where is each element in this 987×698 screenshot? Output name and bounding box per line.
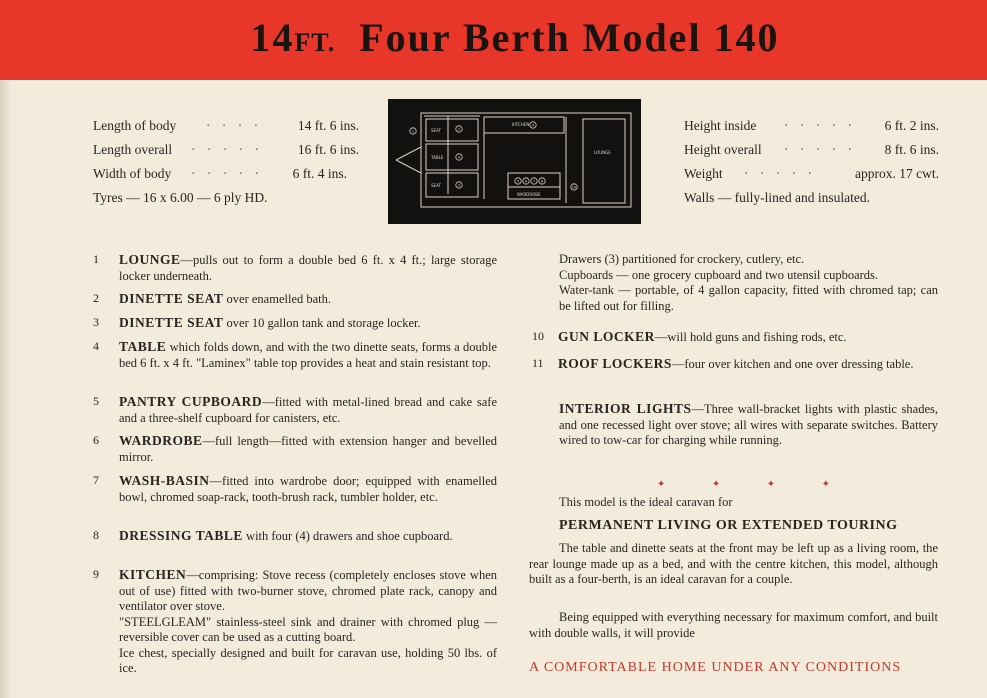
spec-label: Height overall bbox=[684, 142, 762, 157]
plan-num: 6 bbox=[524, 179, 528, 184]
item-heading: WARDROBE bbox=[119, 433, 203, 448]
plan-drawbar bbox=[396, 147, 421, 160]
spec-value: 16 ft. 6 ins. bbox=[297, 142, 359, 157]
kitchen-icechest-text: Ice chest, specially designed and built for caravan use, holding 50 lbs. of ice. bbox=[119, 645, 497, 675]
spec-value: 14 ft. 6 ins. bbox=[297, 118, 359, 133]
title-size: 14 bbox=[250, 15, 295, 60]
closing-tagline: A COMFORTABLE HOME UNDER ANY CONDITIONS bbox=[529, 660, 902, 675]
item-heading: KITCHEN bbox=[119, 567, 187, 582]
item-text: which folds down, and with the two dinette seats, forms a double bed 6 ft. x 4 ft. "Laminex" table top provides a heat and stain resistant top. bbox=[119, 340, 497, 370]
spec-value: approx. 17 cwt. bbox=[855, 166, 939, 181]
spec-label: Tyres — 16 x 6.00 — 6 ply HD. bbox=[93, 190, 268, 205]
plan-label-lounge: LOUNGE bbox=[594, 150, 611, 155]
page-edge bbox=[0, 80, 12, 698]
item-number: 2 bbox=[93, 291, 99, 305]
item-heading: GUN LOCKER bbox=[558, 329, 655, 344]
plan-label-kitchen: KITCHEN bbox=[512, 122, 530, 127]
permanent-heading: PERMANENT LIVING OR EXTENDED TOURING bbox=[559, 518, 898, 533]
specs-right bbox=[684, 118, 939, 214]
item-text: —full length—fitted with extension hanger and bevelled mirror. bbox=[119, 434, 497, 464]
item-text: —fitted with metal-lined bread and cake safe and a three-shelf cupboard for canisters, etc. bbox=[119, 395, 497, 425]
item-text: over 10 gallon tank and storage locker. bbox=[223, 316, 421, 330]
plan-label-wardrobe: WARDROBE bbox=[517, 192, 541, 197]
interior-lights bbox=[559, 401, 938, 449]
plan-label-seat: SEAT bbox=[431, 183, 441, 188]
spec-row bbox=[684, 142, 939, 166]
item-heading: DINETTE SEAT bbox=[119, 291, 224, 306]
item-heading: PANTRY CUPBOARD bbox=[119, 394, 263, 409]
ideal-line: This model is the ideal caravan for bbox=[559, 495, 733, 509]
plan-num: 4 bbox=[457, 155, 461, 160]
spec-label: Width of body bbox=[93, 166, 172, 181]
title-banner bbox=[0, 0, 987, 80]
floor-plan-drawing bbox=[388, 99, 641, 224]
kitchen-drawers-text: Drawers (3) partitioned for crockery, cutlery, etc. bbox=[559, 252, 805, 266]
spec-label: Walls — fully-lined and insulated. bbox=[684, 190, 871, 205]
spec-row bbox=[684, 166, 939, 190]
item-heading: INTERIOR LIGHTS bbox=[559, 401, 692, 416]
kitchen-continued bbox=[559, 252, 938, 314]
item-number: 9 bbox=[93, 567, 99, 581]
item-text: —pulls out to form a double bed 6 ft. x 4 ft.; large storage locker underneath. bbox=[119, 253, 497, 283]
item-number: 5 bbox=[93, 394, 99, 408]
spec-label: Weight bbox=[684, 166, 723, 181]
item-heading: ROOF LOCKERS bbox=[558, 356, 672, 371]
item-text: —comprising: Stove recess (completely encloses stove when out of use) fitted with two-burner stove, chromed plate rack, canopy and ventilator over stove. bbox=[119, 568, 497, 613]
spec-value: 6 ft. 4 ins. bbox=[292, 166, 347, 181]
item-text: —will hold guns and fishing rods, etc. bbox=[654, 330, 847, 344]
item-number: 4 bbox=[93, 339, 99, 353]
item-number: 8 bbox=[93, 528, 99, 542]
spec-label: Length of body bbox=[93, 118, 177, 133]
spec-dots: · · · · · bbox=[191, 166, 263, 181]
spec-dots: · · · · bbox=[206, 118, 263, 133]
item-heading: TABLE bbox=[119, 339, 167, 354]
plan-num: 7 bbox=[532, 179, 536, 184]
title-model: Four Berth Model 140 bbox=[359, 15, 780, 60]
item-number: 1 bbox=[93, 252, 99, 266]
spec-value: 6 ft. 2 ins. bbox=[884, 118, 939, 133]
title-unit: FT. bbox=[294, 28, 336, 57]
spec-row bbox=[93, 118, 359, 142]
item-number: 3 bbox=[93, 315, 99, 329]
page-title bbox=[0, 14, 987, 61]
plan-num: 8 bbox=[540, 179, 544, 184]
kitchen-sink-text: "STEELGLEAM" stainless-steel sink and drainer with chromed plug — reversible cover can be used as a cutting board. bbox=[119, 614, 497, 644]
plan-lounge bbox=[583, 119, 625, 203]
item-heading: DRESSING TABLE bbox=[119, 528, 243, 543]
item-heading: DINETTE SEAT bbox=[119, 315, 224, 330]
item-heading: WASH-BASIN bbox=[119, 473, 210, 488]
plan-num: 2 bbox=[457, 127, 461, 132]
spec-row bbox=[93, 166, 347, 190]
paragraph-front: The table and dinette seats at the front may be left up as a living room, the rear lounge made up as a bed, and with the centre kitchen, this model, although built as a four-berth, is an ideal caravan for a couple. bbox=[529, 541, 938, 586]
item-number: 7 bbox=[93, 473, 99, 487]
floor-plan bbox=[388, 99, 641, 224]
paragraph-comfort: Being equipped with everything necessary for maximum comfort, and built with double walls, it will provide bbox=[529, 610, 938, 640]
item-number: 11 bbox=[532, 356, 544, 370]
specs-left bbox=[93, 118, 359, 214]
spec-row bbox=[93, 190, 347, 214]
item-text: over enamelled bath. bbox=[223, 292, 332, 306]
item-number: 6 bbox=[93, 433, 99, 447]
plan-num: 9 bbox=[531, 123, 535, 128]
spec-dots: · · · · · bbox=[784, 118, 856, 133]
plan-label-table: TABLE bbox=[431, 155, 444, 160]
spec-row bbox=[684, 118, 939, 142]
spec-value: 8 ft. 6 ins. bbox=[884, 142, 939, 157]
spec-dots: · · · · · bbox=[744, 166, 816, 181]
plan-label-seat: SEAT bbox=[431, 128, 441, 133]
item-number: 10 bbox=[532, 329, 544, 343]
spec-label: Length overall bbox=[93, 142, 173, 157]
spec-row bbox=[684, 190, 939, 214]
plan-num: 10 bbox=[571, 185, 577, 190]
spec-dots: · · · · · bbox=[784, 142, 856, 157]
ornament-diamonds: ✦ ✦ ✦ ✦ bbox=[657, 479, 853, 490]
item-text: —fitted into wardrobe door; equipped with enamelled bowl, chromed soap-rack, tooth-brush rack, tumbler holder, etc. bbox=[119, 474, 497, 504]
spec-dots: · · · · · bbox=[191, 142, 263, 157]
item-text: —four over kitchen and one over dressing table. bbox=[671, 357, 914, 371]
item-heading: LOUNGE bbox=[119, 252, 181, 267]
plan-drawbar bbox=[396, 160, 421, 173]
kitchen-watertank-text: Water-tank — portable, of 4 gallon capacity, fitted with chromed tap; can be lifted out for filling. bbox=[559, 283, 938, 313]
plan-num: 5 bbox=[516, 179, 520, 184]
item-text: —Three wall-bracket lights with plastic shades, and one recessed light over stove; all wires with separate switches. Battery wired to tow-car for charging while running. bbox=[559, 402, 938, 447]
kitchen-cupboards-text: Cupboards — one grocery cupboard and two utensil cupboards. bbox=[559, 267, 879, 282]
spec-row bbox=[93, 142, 359, 166]
plan-num: 1 bbox=[411, 129, 415, 134]
item-text: with four (4) drawers and shoe cupboard. bbox=[242, 529, 453, 543]
spec-label: Height inside bbox=[684, 118, 757, 133]
plan-num: 3 bbox=[457, 183, 461, 188]
